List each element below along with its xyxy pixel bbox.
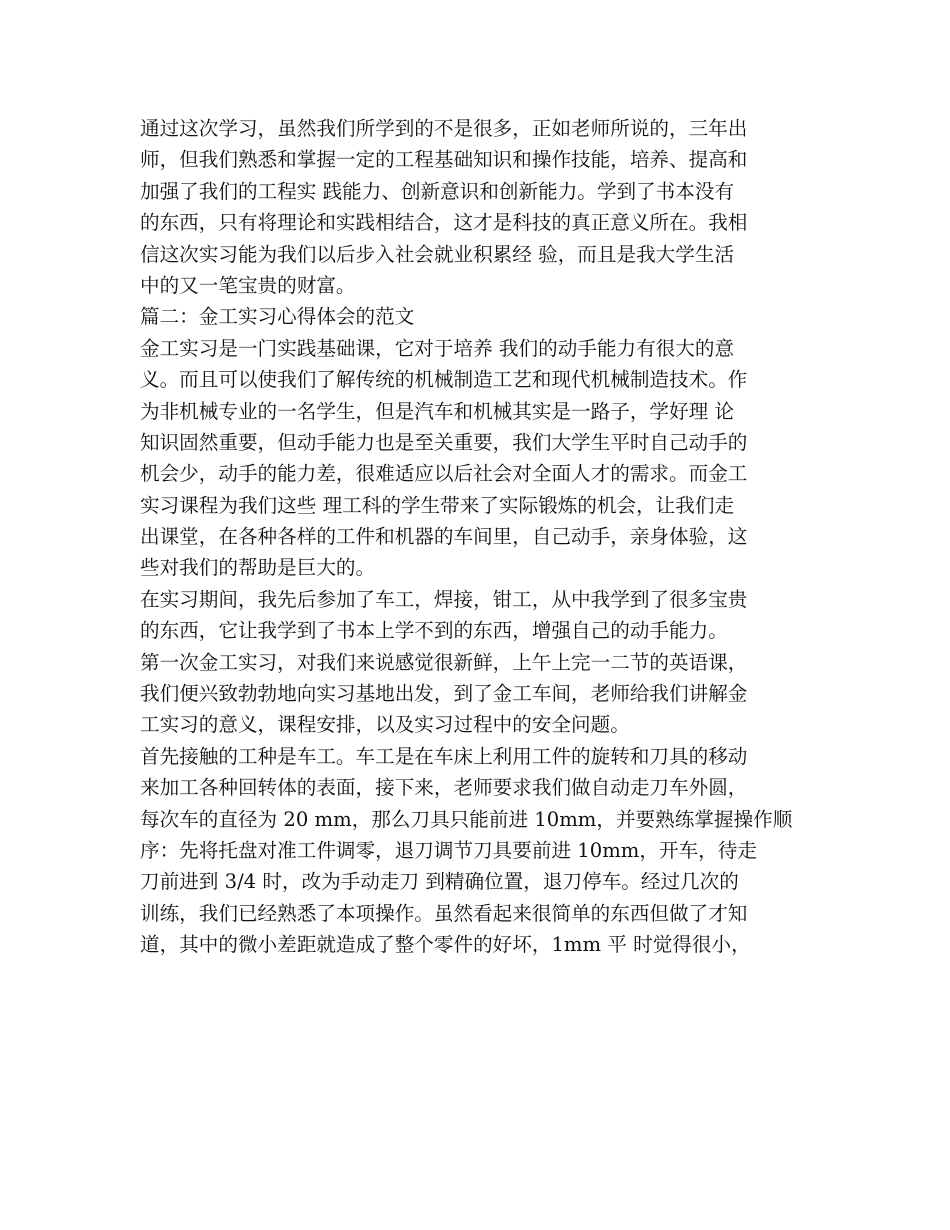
text-line: 我们便兴致勃勃地向实习基地出发，到了金工车间，老师给我们讲解金 (140, 682, 748, 706)
text-line: 师，但我们熟悉和掌握一定的工程基础知识和操作技能，培养、提高和 (140, 148, 748, 172)
text-line: 工实习的意义，课程安排，以及实习过程中的安全问题。 (140, 713, 630, 737)
text-line: 加强了我们的工程实 践能力、创新意识和创新能力。学到了书本没有 (140, 179, 735, 203)
text-line: 的东西，只有将理论和实践相结合，这才是科技的真正意义所在。我相 (140, 211, 748, 235)
text-line: 中的又一笔宝贵的财富。 (140, 273, 356, 297)
text-line: 通过这次学习，虽然我们所学到的不是很多，正如老师所说的，三年出 (140, 117, 748, 140)
text-line: 序：先将托盘对准工件调零，退刀调节刀具要前进 10mm，开车，待走 (140, 838, 757, 862)
text-line: 机会少，动手的能力差，很难适应以后社会对全面人才的需求。而金工 (140, 462, 748, 486)
section-heading: 篇二：金工实习心得体会的范文 (140, 305, 415, 329)
text-line: 实习课程为我们这些 理工科的学生带来了实际锻炼的机会，让我们走 (140, 493, 735, 517)
text-line: 来加工各种回转体的表面，接下来，老师要求我们做自动走刀车外圆， (140, 776, 748, 800)
text-line: 义。而且可以使我们了解传统的机械制造工艺和现代机械制造技术。作 (140, 368, 748, 392)
document-body (140, 113, 820, 961)
text-line: 知识固然重要，但动手能力也是至关重要，我们大学生平时自己动手的 (140, 430, 748, 454)
text-line: 为非机械专业的一名学生，但是汽车和机械其实是一路子，学好理 论 (140, 399, 735, 423)
text-line: 每次车的直径为 20 mm，那么刀具只能前进 10mm，并要熟练掌握操作顺 (140, 807, 793, 831)
text-line: 信这次实习能为我们以后步入社会就业积累经 验，而且是我大学生活 (140, 242, 735, 266)
text-line: 在实习期间，我先后参加了车工，焊接，钳工，从中我学到了很多宝贵 (140, 587, 748, 611)
text-line: 首先接触的工种是车工。车工是在车床上利用工件的旋转和刀具的移动 (140, 744, 748, 768)
text-line: 出课堂，在各种各样的工件和机器的车间里，自己动手，亲身体验，这 (140, 525, 748, 549)
text-line: 第一次金工实习，对我们来说感觉很新鲜，上午上完一二节的英语课， (140, 650, 748, 674)
text-line: 金工实习是一门实践基础课，它对于培养 我们的动手能力有很大的意 (140, 336, 735, 360)
text-line: 训练，我们已经熟悉了本项操作。虽然看起来很简单的东西但做了才知 (140, 901, 748, 925)
text-line: 道，其中的微小差距就造成了整个零件的好坏，1mm 平 时觉得很小， (140, 933, 751, 957)
text-line: 刀前进到 3/4 时，改为手动走刀 到精确位置，退刀停车。经过几次的 (140, 870, 739, 894)
text-line: 的东西，它让我学到了书本上学不到的东西，增强自己的动手能力。 (140, 619, 728, 643)
text-line: 些对我们的帮助是巨大的。 (140, 556, 376, 580)
